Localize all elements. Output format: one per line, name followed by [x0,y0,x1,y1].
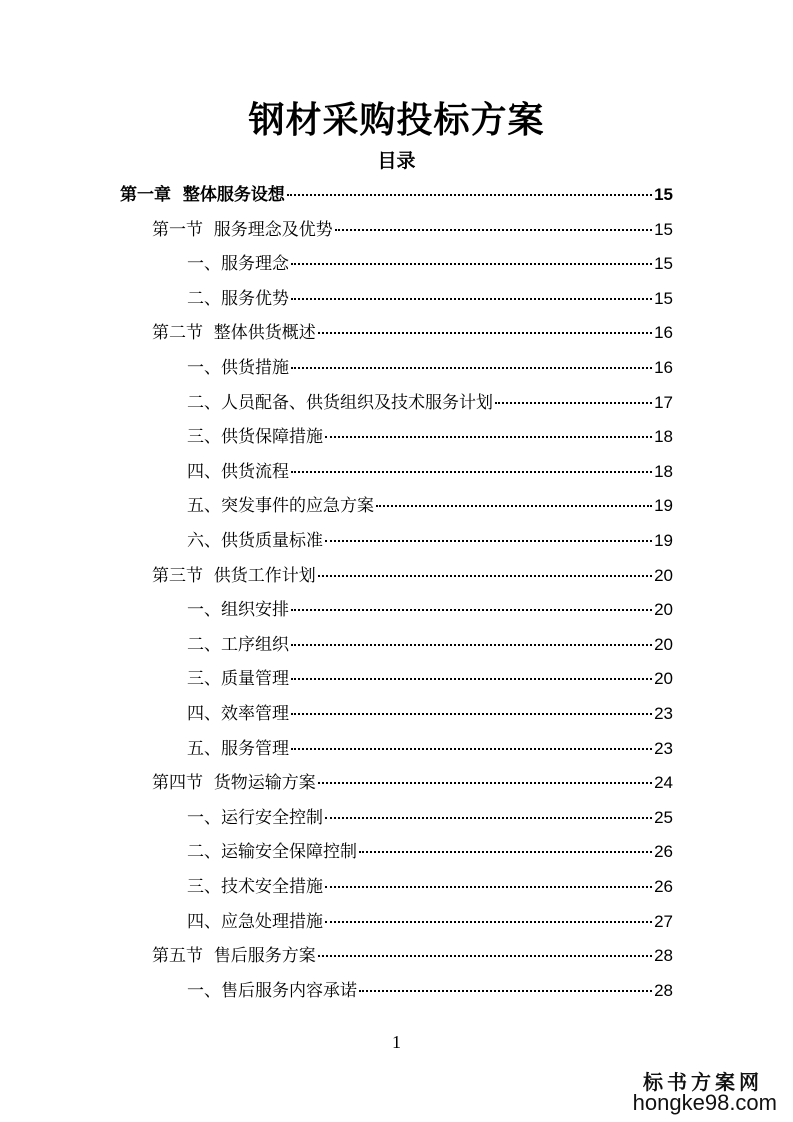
toc-entry-page: 16 [654,323,673,343]
watermark-url: hongke98.com [632,1090,777,1115]
toc-entry-page: 23 [654,738,673,758]
toc-dot-leader [291,713,652,715]
toc-entry-page: 18 [654,427,673,447]
toc-dot-leader [359,990,652,992]
toc-entry[interactable] [187,907,673,933]
toc-entry[interactable] [187,699,673,725]
toc-entry-title: 三、供货保障措施 [187,427,323,448]
toc-dot-leader [291,298,652,300]
page-number: 1 [392,1032,401,1052]
toc-dot-leader [318,955,652,957]
toc-entry-page: 27 [654,911,673,931]
toc-entry-title: 一、售后服务内容承诺 [187,980,357,1001]
toc-entry-page: 15 [654,219,673,239]
toc-dot-leader [291,367,652,369]
toc-entry[interactable] [152,768,673,794]
toc-entry[interactable] [187,422,673,448]
toc-dot-leader [325,817,652,819]
toc-entry-page: 19 [654,496,673,516]
toc-entry[interactable] [187,872,673,898]
toc-entry-page: 20 [654,565,673,585]
toc-dot-leader [376,505,652,507]
toc-entry-title: 二、工序组织 [187,634,289,655]
toc-dot-leader [318,782,652,784]
toc-entry-title: 第四节 货物运输方案 [152,773,316,794]
toc-entry[interactable] [187,803,673,829]
toc-dot-leader [335,229,652,231]
toc-entry[interactable] [152,941,673,967]
toc-entry[interactable] [187,734,673,760]
toc-dot-leader [287,194,652,196]
toc-entry-page: 25 [654,807,673,827]
toc-dot-leader [495,402,652,404]
toc-dot-leader [291,748,652,750]
toc-entry-title: 第一章 整体服务设想 [120,185,285,205]
toc-entry[interactable] [187,388,673,414]
toc-entry-page: 15 [654,254,673,274]
toc-entry[interactable] [152,561,673,587]
toc-entry[interactable] [187,837,673,863]
watermark-site-name: 标书方案网 [643,1070,763,1094]
toc-entry-page: 18 [654,461,673,481]
toc-dot-leader [318,332,652,334]
toc-entry-page: 16 [654,358,673,377]
toc-entry-title: 四、效率管理 [187,704,289,724]
toc-entry-title: 四、供货流程 [187,461,289,482]
toc-entry-page: 20 [654,634,673,654]
toc-entry-page: 17 [654,392,673,412]
toc-entry-page: 24 [654,773,673,793]
toc-entry[interactable] [187,526,673,552]
toc-entry-page: 23 [654,704,673,723]
toc-dot-leader [325,436,652,438]
toc-entry[interactable] [187,595,673,621]
toc-entry-title: 第五节 售后服务方案 [152,946,316,967]
toc-entry[interactable] [187,353,673,379]
toc-entry-title: 二、运输安全保障控制 [187,842,357,863]
toc-entry-page: 28 [654,946,673,966]
toc-entry-title: 第二节 整体供货概述 [152,323,316,344]
toc-entry[interactable] [152,215,673,241]
toc-dot-leader [291,471,652,473]
toc-entry[interactable] [152,318,673,344]
toc-entry-title: 三、质量管理 [187,669,289,690]
toc-entry-title: 一、供货措施 [187,358,289,378]
toc-entry-title: 二、服务优势 [187,288,289,309]
toc-entry[interactable] [120,180,673,206]
toc-dot-leader [325,921,652,923]
toc-dot-leader [291,644,652,646]
toc-entry-title: 第一节 服务理念及优势 [152,219,333,240]
toc-dot-leader [291,609,652,611]
toc-entry-page: 20 [654,669,673,689]
toc-entry-title: 一、组织安排 [187,600,289,621]
toc-dot-leader [291,678,652,680]
toc-entry[interactable] [187,249,673,275]
toc-entry[interactable] [187,664,673,690]
toc-entry-title: 五、服务管理 [187,738,289,759]
document-title: 钢材采购投标方案 [248,99,545,141]
toc-entry-title: 四、应急处理措施 [187,911,323,932]
toc-entry-title: 五、突发事件的应急方案 [187,496,374,517]
toc-entry-page: 28 [654,980,673,1000]
toc-entry-page: 19 [654,531,673,550]
toc-entry[interactable] [187,976,673,1002]
toc-dot-leader [318,575,652,577]
toc-entry-page: 26 [654,877,673,896]
toc-dot-leader [325,540,652,542]
toc-entry-title: 一、运行安全控制 [187,807,323,828]
toc-entry[interactable] [187,491,673,517]
toc-entry-title: 一、服务理念 [187,254,289,275]
toc-dot-leader [291,263,652,265]
toc-dot-leader [325,886,652,888]
toc-heading: 目录 [377,150,416,172]
toc-entry-title: 第三节 供货工作计划 [152,565,316,586]
toc-entry-title: 三、技术安全措施 [187,877,323,897]
toc-entry-page: 26 [654,842,673,862]
toc-entry[interactable] [187,630,673,656]
toc-entry-page: 15 [654,185,673,204]
toc-entry-title: 二、人员配备、供货组织及技术服务计划 [187,392,493,413]
toc-entry-page: 20 [654,600,673,620]
toc-dot-leader [359,851,652,853]
toc-entry-title: 六、供货质量标准 [187,531,323,551]
toc-entry[interactable] [187,457,673,483]
toc-entry[interactable] [187,284,673,310]
toc-entry-page: 15 [654,288,673,308]
